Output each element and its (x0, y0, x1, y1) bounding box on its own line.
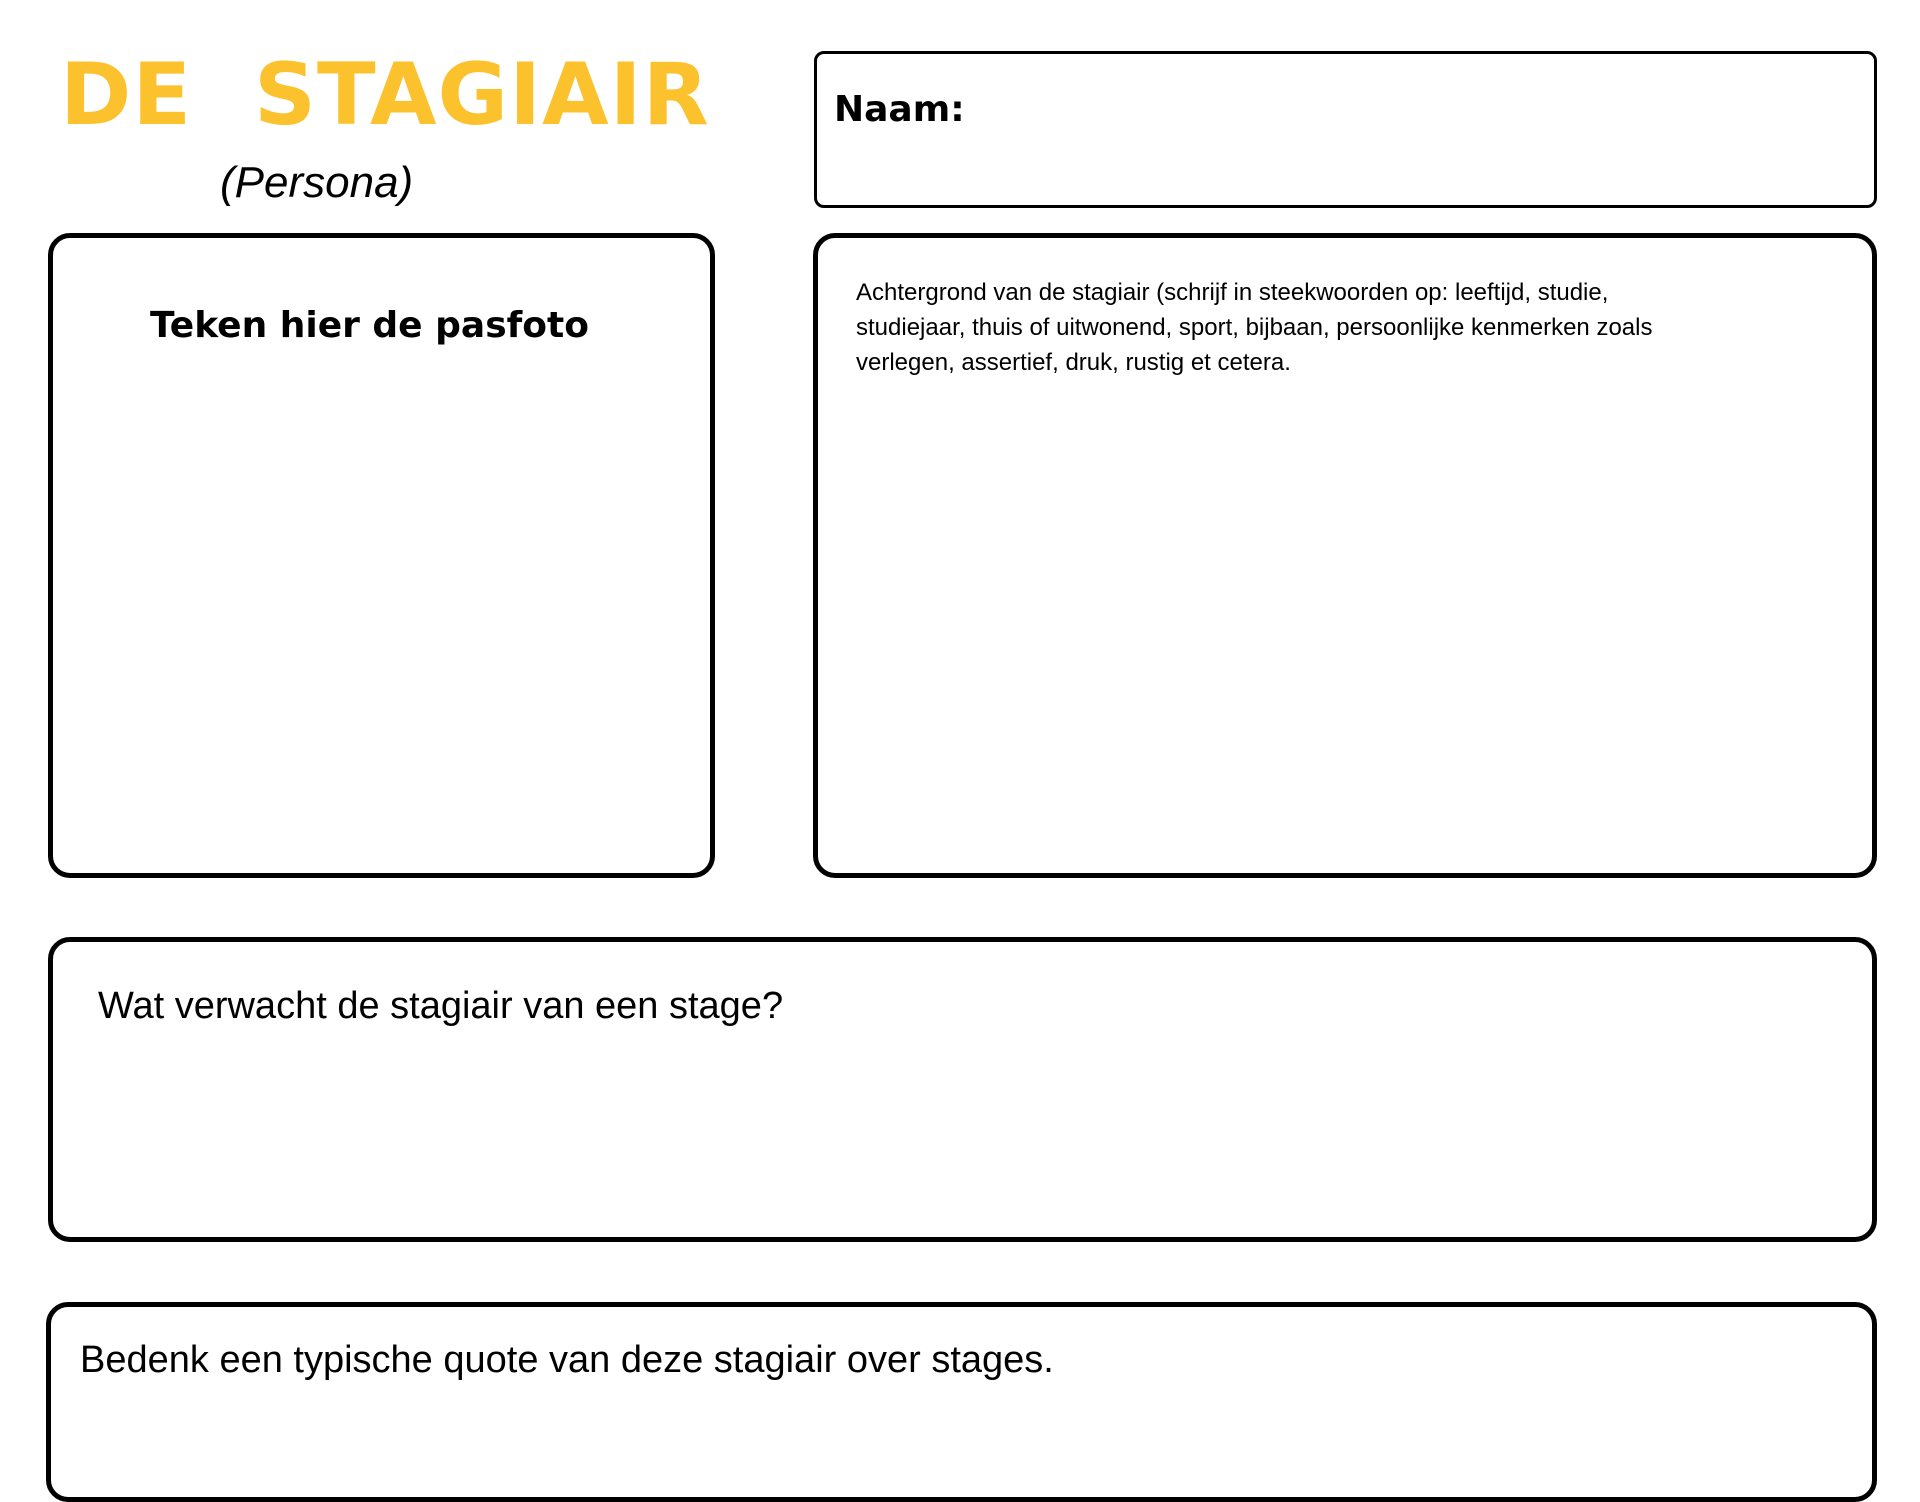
expectation-field[interactable] (48, 937, 1877, 1242)
quote-field-label: Bedenk een typische quote van deze stagiair over stages. (80, 1339, 1054, 1381)
photo-drawing-area-label: Teken hier de pasfoto (150, 305, 589, 346)
page-title: DE STAGIAIR (60, 45, 710, 145)
expectation-field-label: Wat verwacht de stagiair van een stage? (98, 985, 784, 1027)
name-field-label: Naam: (834, 89, 965, 130)
name-field[interactable] (814, 51, 1877, 208)
background-field-label: Achtergrond van de stagiair (schrijf in steekwoorden op: leeftijd, studie, studiejaar, thuis of uitwonend, sport, bijbaan, persoonlijke kenmerken zoals verlegen, assertief, druk, rustig et cetera. (856, 279, 1653, 376)
page-subtitle: (Persona) (220, 158, 414, 207)
photo-drawing-area[interactable] (48, 233, 715, 878)
background-field[interactable] (813, 233, 1877, 878)
quote-field[interactable] (46, 1302, 1877, 1502)
